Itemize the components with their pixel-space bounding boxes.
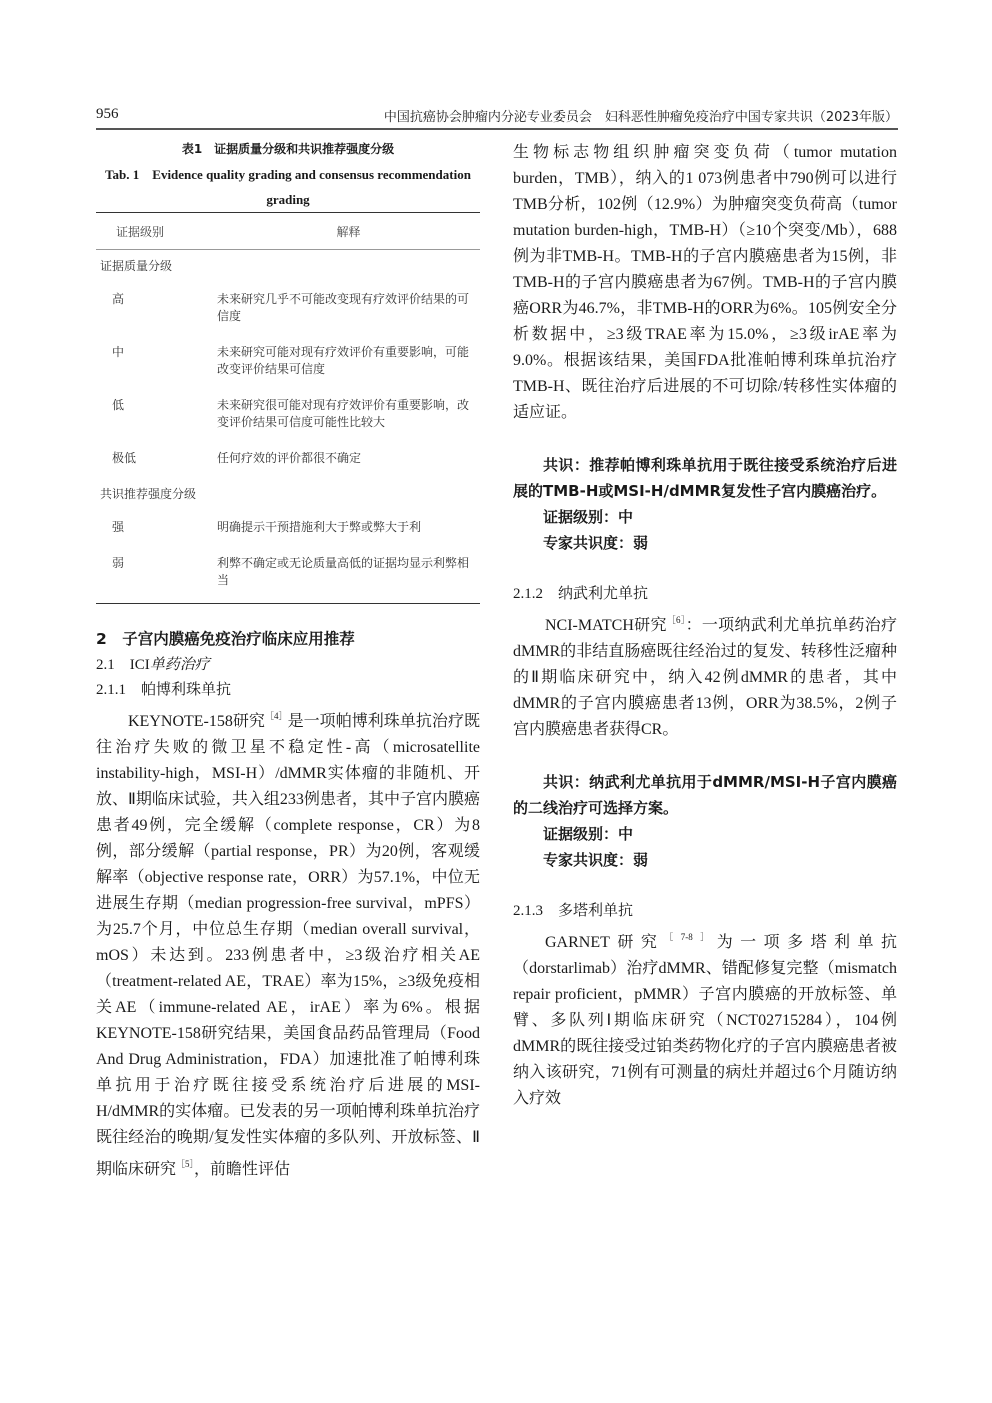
desc-cell: 任何疗效的评价都很不确定 — [217, 451, 362, 465]
level-cell: 高 — [112, 292, 125, 306]
table-row — [96, 283, 480, 336]
desc-cell: 未来研究很可能对现有疗效评价有重要影响，改变评价结果可信度可能性比较大 — [217, 398, 470, 429]
table-row — [96, 511, 480, 547]
citation-ref: ［5］ — [176, 1159, 195, 1169]
body-paragraph: 生物标志物组织肿瘤突变负荷（tumor mutation burden，TMB），纳入的1 073例患者中790例可以进行TMB分析，102例（12.9%）为肿瘤突变负荷高（tumor mutation burden-high，TMB-H）（≥10个突变/Mb），688例为非TMB-H。TMB-H的子宫内膜癌患者为15例，非TMB-H的子宫内膜癌患者为67例。TMB-H的子宫内膜癌ORR为46.7%，非TMB-H的ORR为6%。105例安全分析数据中，≥3级TRAE率为15.0%，≥3级irAE率为9.0%。根据该结果，美国FDA批准帕博利珠单抗治疗TMB-H、既往治疗后进展的不可切除/转移性实体瘤的适应证。 — [513, 144, 897, 421]
text-run: ，前瞻性评估 — [194, 1161, 291, 1178]
consensus-statement: 共识：推荐帕博利珠单抗用于既往接受系统治疗后进展的TMB-H或MSI-H/dMMR复发性子宫内膜癌治疗。 — [513, 456, 897, 500]
citation-ref: ［4］ — [264, 711, 288, 721]
text-run: ：一项纳武利尤单抗单药治疗dMMR的非结直肠癌既往经治过的复发、转移性泛瘤种的Ⅱ期临床研究中，纳入42例dMMR的患者，其中dMMR的子宫内膜癌患者13例，ORR为38.5%，2例子宫内膜癌患者获得CR。 — [513, 617, 897, 738]
table-group-row — [96, 250, 480, 284]
group-title: 证据质量分级 — [100, 259, 173, 273]
evidence-level: 证据级别：中 — [543, 825, 634, 843]
evidence-grading-table — [96, 212, 480, 604]
table-row — [96, 442, 480, 478]
page-number: 956 — [96, 106, 119, 122]
column-header-explanation: 解释 — [217, 213, 480, 250]
table-row — [96, 389, 480, 442]
table-row — [96, 547, 480, 604]
body-paragraph — [513, 924, 897, 1112]
subsection-title: 单药治疗 — [149, 655, 210, 673]
text-run: NCI-MATCH研究 — [545, 617, 667, 634]
level-cell: 低 — [112, 398, 125, 412]
expert-agreement: 专家共识度：弱 — [543, 851, 649, 869]
running-header — [96, 106, 898, 130]
desc-cell: 明确提示干预措施利大于弊或弊大于利 — [217, 520, 422, 534]
text-run: 是一项帕博利珠单抗治疗既往治疗失败的微卫星不稳定性-高（microsatellite instability-high，MSI-H）/dMMR实体瘤的非随机、开放、Ⅱ期临床试验，共入组233例患者，其中子宫内膜癌患者49例，完全缓解（complete response，CR）为8例，部分缓解（partial response，PR）为20例，客观缓解率（objective response rate，ORR）为57.1%，中位无进展生存期（median progression-free survival，mPFS）为25.7个月，中位总生存期（median overall survival，mOS）未达到。233例患者中，≥3级治疗相关AE（treatment-related AE，TRAE）率为15%，≥3级免疫相关AE（immune-related AE，irAE）率为6%。根据KEYNOTE-158研究结果，美国食品药品管理局（Food And Drug Administration，FDA）加速批准了帕博利珠单抗用于治疗既往接受系统治疗后进展的MSI-H/dMMR的实体瘤。已发表的另一项帕博利珠单抗治疗既往经治的晚期/复发性实体瘤的多队列、开放标签、Ⅱ期临床研究 — [96, 713, 480, 1178]
group-title: 共识推荐强度分级 — [100, 487, 197, 501]
text-run: 为一项多塔利单抗（dorstarlimab）治疗dMMR、错配修复完整（mismatch repair proficient，pMMR）子宫内膜癌的开放标签、单臂、多队列Ⅰ期临床研究（NCT02715284），104例dMMR的既往接受过铂类药物化疗的子宫内膜癌患者被纳入该研究，71例有可测量的病灶并超过6个月随访纳入疗效 — [513, 934, 897, 1107]
expert-agreement: 专家共识度：弱 — [543, 534, 649, 552]
level-cell: 中 — [112, 345, 125, 359]
subsubsection-heading: 2.1.1 帕博利珠单抗 — [96, 682, 232, 698]
text-run: KEYNOTE-158研究 — [128, 713, 265, 730]
evidence-level: 证据级别：中 — [543, 508, 634, 526]
desc-cell: 未来研究可能对现有疗效评价有重要影响，可能改变评价结果可信度 — [217, 345, 470, 376]
table-caption-en: Tab. 1 Evidence quality grading and consensus recommendation grading — [105, 167, 471, 207]
consensus-statement: 共识：纳武利尤单抗用于dMMR/MSI-H子宫内膜癌的二线治疗可选择方案。 — [513, 773, 897, 817]
subsection-heading — [96, 652, 480, 678]
text-run: GARNET研究 — [545, 934, 665, 951]
citation-ref: ［6］ — [666, 615, 686, 625]
level-cell: 强 — [112, 520, 125, 534]
subsubsection-heading: 2.1.3 多塔利单抗 — [513, 903, 634, 919]
body-paragraph — [513, 607, 897, 743]
desc-cell: 未来研究几乎不可能改变现有疗效评价结果的可信度 — [217, 292, 470, 323]
table-group-row — [96, 478, 480, 511]
subsubsection-heading: 2.1.2 纳武利尤单抗 — [513, 586, 649, 602]
subsection-number: 2.1 ICI — [96, 657, 150, 673]
table-row — [96, 336, 480, 389]
citation-ref: ［7-8］ — [664, 932, 717, 942]
table-header-row — [96, 213, 480, 250]
body-paragraph — [96, 703, 480, 1183]
column-header-level: 证据级别 — [96, 213, 217, 250]
table-caption-zh: 表1 证据质量分级和共识推荐强度分级 — [181, 142, 395, 156]
left-column — [96, 140, 480, 1183]
right-column — [513, 140, 897, 1112]
level-cell: 极低 — [112, 451, 137, 465]
running-title: 中国抗癌协会肿瘤内分泌专业委员会 妇科恶性肿瘤免疫治疗中国专家共识（2023年版） — [383, 110, 898, 125]
desc-cell: 利弊不确定或无论质量高低的证据均显示利弊相当 — [217, 547, 480, 604]
section-heading: 2 子宫内膜癌免疫治疗临床应用推荐 — [96, 630, 355, 648]
level-cell: 弱 — [96, 547, 217, 604]
